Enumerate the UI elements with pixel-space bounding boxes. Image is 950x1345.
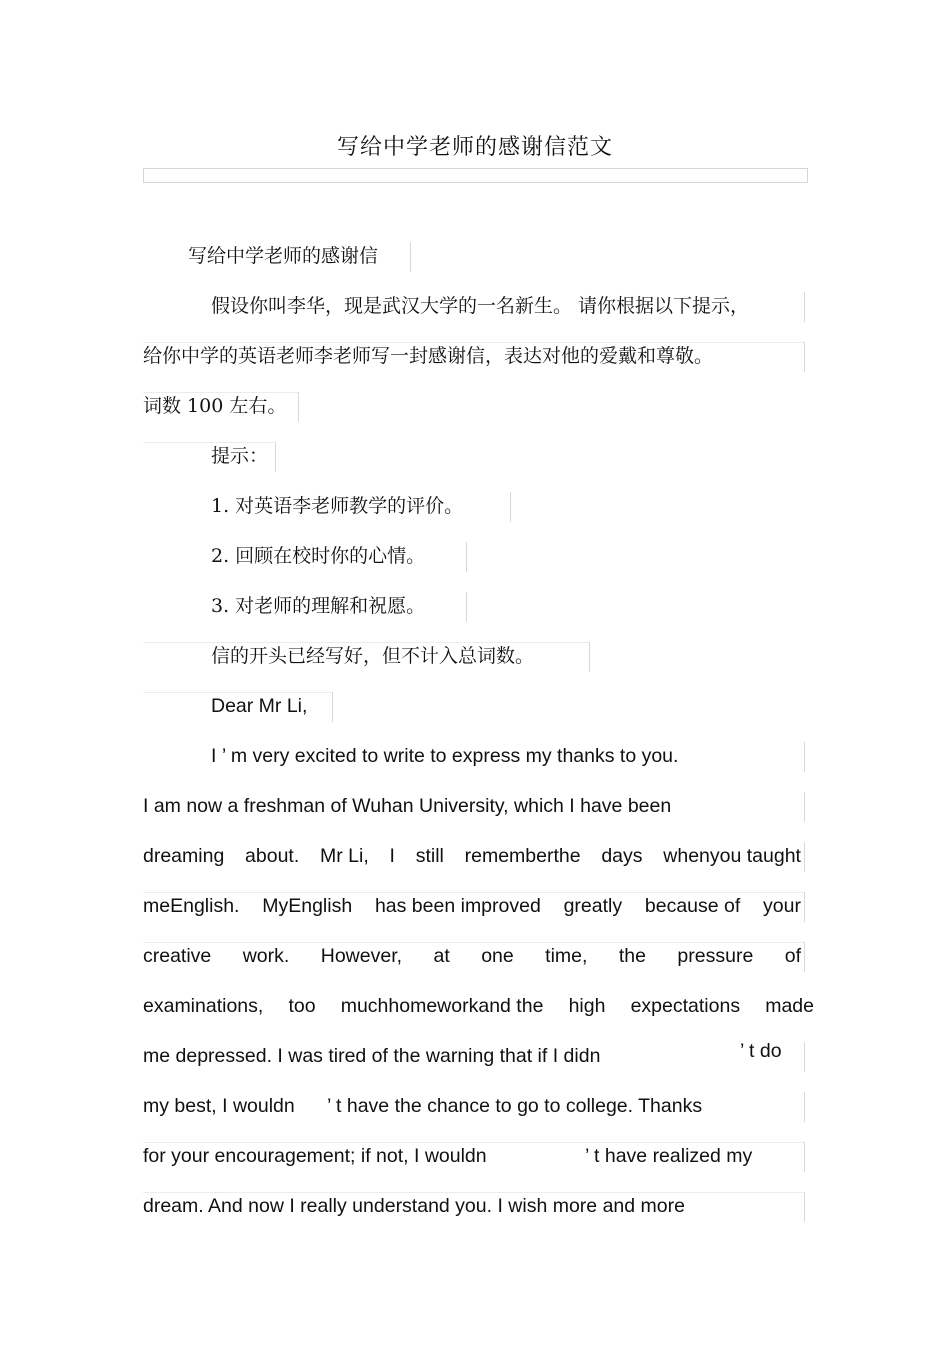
word: whenyou taught — [663, 845, 801, 867]
word: examinations, — [143, 995, 264, 1017]
word: about. — [245, 845, 300, 867]
word: days — [601, 845, 643, 867]
text-edge-marker — [466, 592, 467, 622]
hint-item: 2. 回顾在校时你的心情。 — [211, 545, 426, 567]
word: muchhomeworkand the — [340, 995, 544, 1017]
letter-line-7: me depressed. I was tired of the warning that if I didn — [143, 1045, 601, 1067]
word: too — [288, 995, 316, 1017]
instruction-note: 信的开头已经写好，但不计入总词数。 — [211, 645, 535, 667]
letter-line-9-end: ’ t have realized my — [585, 1145, 753, 1167]
prompt-line-1: 假设你叫李华，现是武汉大学的一名新生。 请你根据以下提示， — [211, 295, 750, 317]
text-edge-marker — [804, 292, 805, 322]
title-divider-box — [143, 168, 808, 183]
word: MyEnglish — [262, 895, 353, 917]
text-edge-marker — [804, 1192, 805, 1222]
word: pressure — [677, 945, 754, 967]
word: made — [765, 995, 814, 1017]
word: expectations — [630, 995, 741, 1017]
word: of — [784, 945, 801, 967]
text-edge-marker — [804, 892, 805, 922]
text-edge-marker — [275, 442, 276, 472]
text-edge-marker — [804, 942, 805, 972]
word: the — [618, 945, 646, 967]
word: one — [481, 945, 514, 967]
letter-line-8: my best, I wouldn — [143, 1095, 295, 1117]
text-edge-marker — [410, 242, 411, 272]
word: meEnglish. — [143, 895, 240, 917]
text-edge-marker — [466, 542, 467, 572]
word: because of — [644, 895, 741, 917]
word: work. — [242, 945, 290, 967]
word: time, — [545, 945, 588, 967]
word: dreaming — [143, 845, 225, 867]
letter-heading: 写给中学老师的感谢信 — [188, 245, 379, 267]
word: high — [568, 995, 606, 1017]
letter-line-1: I ’ m very excited to write to express my thanks to you. — [211, 745, 679, 767]
document-title: 写给中学老师的感谢信范文 — [336, 135, 613, 160]
word: at — [433, 945, 450, 967]
text-edge-marker — [804, 842, 805, 872]
letter-line-8-end: ’ t have the chance to go to college. Thanks — [327, 1095, 703, 1117]
text-edge-marker — [298, 392, 299, 422]
text-edge-marker — [332, 692, 333, 722]
letter-line-4 — [143, 893, 801, 919]
word: I — [389, 845, 395, 867]
letter-line-3 — [143, 843, 801, 869]
word: has been improved — [374, 895, 541, 917]
letter-line-10: dream. And now I really understand you. I wish more and more — [143, 1195, 685, 1217]
letter-line-5 — [143, 943, 801, 969]
text-edge-marker — [804, 1092, 805, 1122]
text-edge-marker — [510, 492, 511, 522]
letter-line-9: for your encouragement; if not, I wouldn — [143, 1145, 487, 1167]
prompt-line-3: 词数 100 左右。 — [143, 395, 287, 417]
word: your — [763, 895, 801, 917]
text-edge-marker — [804, 1142, 805, 1172]
word: creative — [143, 945, 212, 967]
word: rememberthe — [464, 845, 581, 867]
text-edge-marker — [804, 342, 805, 372]
letter-line-2: I am now a freshman of Wuhan University, which I have been — [143, 795, 672, 817]
text-edge-marker — [804, 742, 805, 772]
letter-line-6 — [143, 993, 814, 1019]
hints-label: 提示： — [211, 445, 269, 467]
text-edge-marker — [804, 792, 805, 822]
letter-line-7-end: ’ t do — [740, 1040, 782, 1062]
word: However, — [320, 945, 403, 967]
word: greatly — [563, 895, 623, 917]
hint-item: 3. 对老师的理解和祝愿。 — [211, 595, 426, 617]
text-edge-marker — [589, 642, 590, 672]
letter-greeting: Dear Mr Li, — [211, 695, 308, 717]
word: still — [415, 845, 444, 867]
word: Mr Li, — [320, 845, 369, 867]
text-edge-marker — [804, 1042, 805, 1072]
hint-item: 1. 对英语李老师教学的评价。 — [211, 495, 464, 517]
prompt-line-2: 给你中学的英语老师李老师写一封感谢信，表达对他的爱戴和尊敬。 — [143, 345, 714, 367]
